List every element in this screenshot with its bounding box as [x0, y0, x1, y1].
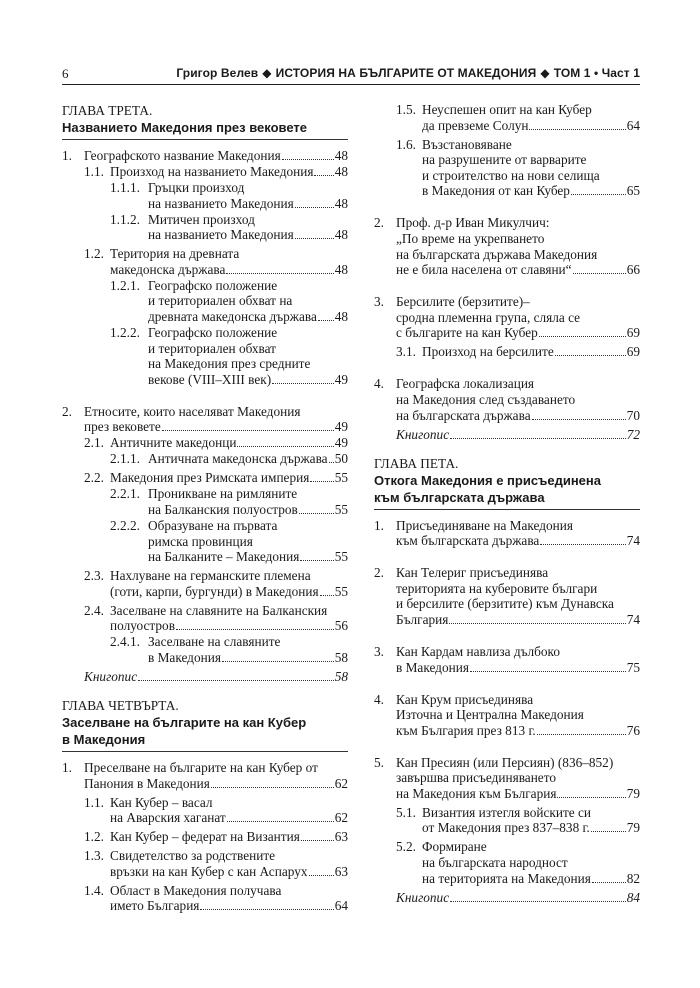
page-ref: 82 — [626, 870, 640, 886]
toc-entry[interactable]: 1. Преселване на българите на кан Кубер от Панония в Македония 62 — [62, 759, 348, 791]
toc-entry[interactable]: 2.2.1. Проникване на римляните на Балканския полуостров 55 — [110, 486, 348, 517]
chapter-label: ГЛАВА ТРЕТА. — [62, 103, 153, 118]
toc-entry[interactable]: 1.5. Неуспешен опит на кан Кубер да превземе Солун 64 — [396, 102, 640, 133]
page-ref: 76 — [626, 722, 640, 738]
page-ref: 58 — [334, 668, 348, 684]
toc-entry[interactable]: 1.2. Територия на древната македонска държава 48 — [84, 246, 348, 277]
page-ref: 48 — [334, 195, 348, 211]
toc-entry[interactable]: 1.1. Произход на названието Македония 48 — [84, 164, 348, 179]
toc-entry[interactable]: 1.2.2. Географско положение и териториален обхват на Македония през средните векове (VIII–XIII век) 49 — [110, 324, 348, 387]
page-ref: 55 — [334, 501, 348, 517]
toc-entry[interactable]: 2. Кан Телериг присъединява територията на куберовите българи и берсилите (берзитите) към Дунавска България 74 — [374, 565, 640, 627]
page-ref: 72 — [626, 426, 640, 442]
page-ref: 55 — [334, 470, 348, 486]
toc-entry[interactable]: 4. Кан Крум присъединява Източна и Централна Македония към България през 813 г. 76 — [374, 691, 640, 738]
toc-entry[interactable]: 2.2.2. Образуване на първата римска провинция на Балканите – Македония 55 — [110, 517, 348, 565]
page-ref: 64 — [334, 898, 348, 914]
chapter-title: Заселване на българите на кан Кубер в Македония — [62, 714, 348, 752]
header-author: Григор Велев — [176, 66, 259, 80]
page-ref: 74 — [626, 611, 640, 627]
header-book-title: ИСТОРИЯ НА БЪЛГАРИТЕ ОТ МАКЕДОНИЯ — [275, 66, 537, 80]
toc-entry[interactable]: 1. Географското название Македония 48 — [62, 148, 348, 163]
toc-entry[interactable]: 3. Кан Кардам навлиза дълбоко в Македония 75 — [374, 643, 640, 675]
header-volume: ТОМ 1 • Част 1 — [553, 66, 640, 80]
toc-entry[interactable]: 2.3. Нахлуване на германските племена (готи, карпи, бургунди) в Македония 55 — [84, 568, 348, 599]
header-rule — [62, 84, 640, 85]
chapter-title: Названието Македония през вековете — [62, 119, 348, 140]
toc-entry[interactable]: 1.4. Област в Македония получава името България 64 — [84, 882, 348, 914]
toc-bibliography[interactable]: Книгопис 58 — [84, 668, 348, 684]
toc-entry[interactable]: 1.2.1. Географско положение и териториален обхват на древната македонска държава 48 — [110, 277, 348, 324]
page-ref: 62 — [334, 810, 348, 826]
toc-entry[interactable]: 1.6. Възстановяване на разрушените от варварите и строителство на нови селища в Македония от кан Кубер 65 — [396, 136, 640, 199]
page-ref: 48 — [334, 261, 348, 277]
page-ref: 56 — [334, 618, 348, 634]
page-ref: 70 — [626, 407, 640, 423]
page-ref: 48 — [334, 308, 348, 324]
page-ref: 49 — [334, 435, 348, 451]
page-ref: 48 — [334, 164, 348, 179]
page-ref: 64 — [626, 117, 640, 133]
page-number: 6 — [62, 66, 69, 81]
toc-entry[interactable]: 5.2. Формиране на българската народност на територията на Македония 82 — [396, 839, 640, 886]
toc-entry[interactable]: 2.4.1. Заселване на славяните в Македония 58 — [110, 634, 348, 665]
toc-entry[interactable]: 1.2. Кан Кубер – федерат на Византия 63 — [84, 829, 348, 845]
chapter-label: ГЛАВА ЧЕТВЪРТА. — [62, 697, 179, 713]
toc-entry[interactable]: 2. Етносите, които населяват Македония през вековете 49 — [62, 403, 348, 435]
toc-entry[interactable]: 5.1. Византия изтегля войските си от Македония през 837–838 г. 79 — [396, 804, 640, 836]
toc-entry[interactable]: 4. Географска локализация на Македония след създаването на българската държава 70 — [374, 376, 640, 423]
toc-entry[interactable]: 2.1.1. Античната македонска държава 50 — [110, 451, 348, 467]
page-ref: 48 — [334, 227, 348, 243]
page-ref: 79 — [626, 785, 640, 801]
page-ref: 74 — [626, 533, 640, 549]
page-ref: 49 — [334, 419, 348, 435]
running-header — [176, 66, 640, 80]
toc-entry[interactable]: 2.2. Македония през Римската империя 55 — [84, 470, 348, 486]
page-ref: 69 — [626, 344, 640, 360]
toc-bibliography[interactable]: Книгопис 84 — [396, 889, 640, 905]
diamond-separator-icon: ◆ — [262, 66, 272, 80]
toc-entry[interactable]: 1.3. Свидетелство за родствените връзки на кан Кубер с кан Аспарух 63 — [84, 848, 348, 879]
page-ref: 84 — [626, 889, 640, 905]
page-ref: 79 — [626, 820, 640, 836]
page-ref: 50 — [334, 451, 348, 467]
toc-entry[interactable]: 2.4. Заселване на славяните на Балканския полуостров 56 — [84, 602, 348, 634]
toc-entry[interactable]: 2. Проф. д-р Иван Микулчич: „По време на укрепването на българската държава Македония не е била населена от славяни“ 66 — [374, 215, 640, 278]
toc-entry[interactable]: 5. Кан Пресиян (или Персиян) (836–852) завършва присъединяването на Македония към България 79 — [374, 754, 640, 801]
page-ref: 75 — [626, 659, 640, 675]
chapter-title: Откога Македония е присъединена към българската държава — [374, 472, 640, 510]
page-ref: 65 — [626, 183, 640, 199]
toc-entry[interactable]: 1.1.1. Гръцки произход на названието Македония 48 — [110, 180, 348, 211]
toc-entry[interactable]: 1.1.2. Митичен произход на названието Македония 48 — [110, 211, 348, 243]
page-ref: 66 — [626, 262, 640, 278]
toc-left-column — [62, 92, 348, 914]
toc-entry[interactable]: 3.1. Произход на берсилите 69 — [396, 344, 640, 360]
page-ref: 69 — [626, 325, 640, 341]
page-ref: 49 — [334, 371, 348, 387]
toc-entry[interactable]: 1. Присъединяване на Македония към българската държава 74 — [374, 517, 640, 549]
page-ref: 58 — [334, 649, 348, 665]
toc-entry[interactable]: 2.1. Античните македонци 49 — [84, 435, 348, 451]
toc-bibliography[interactable]: Книгопис 72 — [396, 426, 640, 442]
toc-entry[interactable]: 3. Берсилите (берзитите)– сродна племенна група, сляла се с българите на кан Кубер 69 — [374, 294, 640, 341]
page-ref: 55 — [334, 549, 348, 565]
page-ref: 63 — [334, 829, 348, 845]
toc-entry[interactable]: 1.1. Кан Кубер – васал на Аварския хаганат 62 — [84, 794, 348, 826]
page-ref: 55 — [334, 583, 348, 599]
chapter-label: ГЛАВА ПЕТА. — [374, 455, 459, 471]
page-ref: 63 — [334, 863, 348, 879]
toc-right-column — [374, 92, 640, 906]
diamond-separator-icon: ◆ — [540, 66, 550, 80]
page-ref: 48 — [334, 148, 348, 163]
page-ref: 62 — [334, 775, 348, 791]
